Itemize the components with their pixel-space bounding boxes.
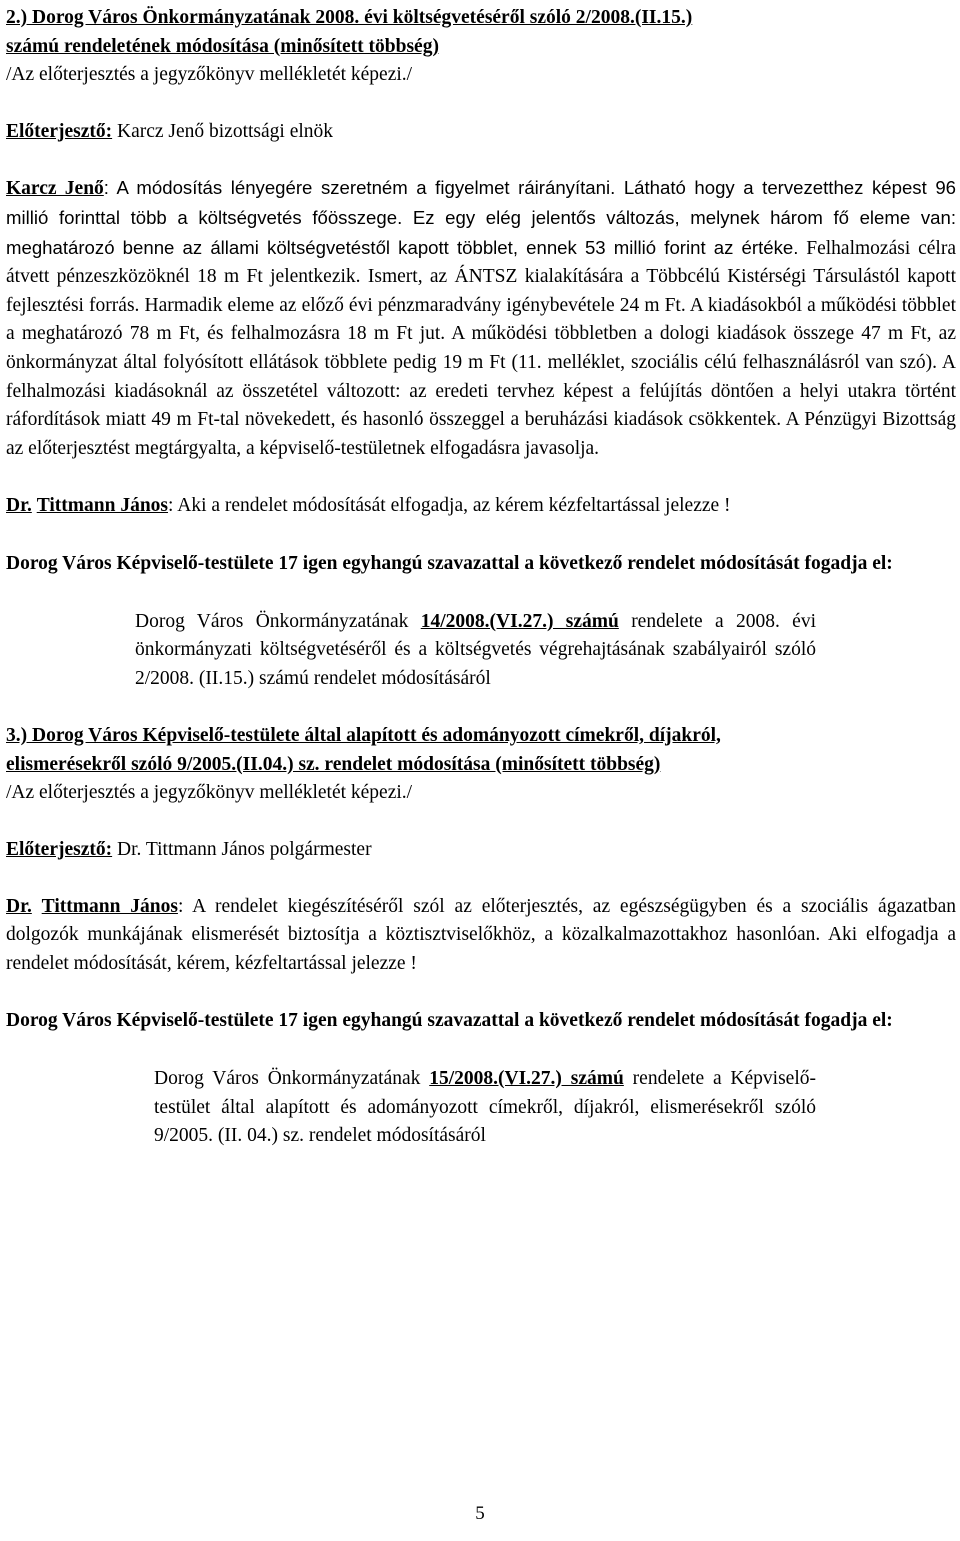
item3-heading-line1: 3.) Dorog Város Képviselő-testülete által alapított és adományozott címekről, díjakról,	[6, 725, 721, 747]
item2-presenter	[6, 118, 956, 147]
item3-speaker-name: Tittmann János	[41, 895, 178, 917]
item2-heading-line2: számú rendeletének módosítása (minősített többség)	[6, 35, 439, 57]
item2-speaker2-name: Tittmann János	[36, 495, 169, 517]
item2-speaker1-paragraph	[6, 174, 956, 463]
item3-presenter	[6, 836, 956, 865]
item2-decree	[135, 608, 816, 694]
document-page	[6, 4, 956, 1151]
item2-speaker1-text-b: Felhalmozási célra átvett pénzeszközöknél 18 m Ft jelentkezik. Ismert, az ÁNTSZ kialakítására a Többcélú Kistérségi Társulástól kapott fejlesztési forrás. Harmadik eleme az előző évi pénzmaradvány igénybevétele 24 m Ft. A kiadásokból a működési többlet a meghatározó 78 m Ft, és felhalmozásra 18 m Ft jut. A működési többletben a dologi kiadások összege 47 m Ft, az önkormányzat által folyósított ellátások többlete pedig 19 m Ft (11. melléklet, szociális célú felhasználásról van szó). A felhalmozási kiadásoknál az összetétel változott: az eredeti tervhez képest a felújítás döntően a helyi utakra történt ráfordítások miatt 49 m Ft-tal növekedett, és hasonló összeggel a beruházási kiadások csökkentek. A Pénzügyi Bizottság az előterjesztést megtárgyalta, a képviselő-testületnek elfogadásra javasolja.	[6, 237, 956, 459]
item2-heading-line1: 2.) Dorog Város Önkormányzatának 2008. évi költségvetéséről szóló 2/2008.(II.15.)	[6, 7, 693, 28]
item3-vote: Dorog Város Képviselő-testülete 17 igen egyhangú szavazattal a következő rendelet módosítását fogadja el:	[6, 1010, 893, 1032]
item3-decree-text	[154, 1065, 816, 1151]
item2-speaker1-name: Karcz Jenő	[6, 178, 104, 200]
item3-note: /Az előterjesztés a jegyzőkönyv mellékletét képezi./	[6, 782, 413, 804]
item2-speaker2-text: : Aki a rendelet módosítását elfogadja, az kérem kézfeltartással jelezze !	[168, 495, 731, 517]
item3-speaker-text: : A rendelet kiegészítéséről szól az előterjesztés, az egészségügyben és a szociális ágazatban dolgozók munkájának elismerését biztosítja a köztisztviselőkhöz, a közalkalmazottakhoz hasonlóan. Aki elfogadja a rendelet módosítását, kérem, kézfeltartással jelezze !	[6, 895, 956, 974]
item3-decree	[154, 1065, 816, 1151]
item2-heading	[6, 4, 956, 61]
item3-decree-number: 15/2008.(VI.27.) számú	[429, 1068, 624, 1090]
item2-decree-prefix: Dorog Város Önkormányzatának	[135, 610, 421, 632]
item3-presenter-label: Előterjesztő:	[6, 839, 113, 861]
item2-presenter-label: Előterjesztő:	[6, 120, 113, 142]
item2-speaker2-prefix: Dr.	[6, 495, 32, 517]
page-number: 5	[475, 1503, 485, 1524]
item2-vote: Dorog Város Képviselő-testülete 17 igen egyhangú szavazattal a következő rendelet módosítását fogadja el:	[6, 552, 893, 574]
item2-presenter-name: Karcz Jenő bizottsági elnök	[112, 120, 334, 142]
item3-decree-rest: rendelete a Képviselő-testület által alapított és adományozott címekről, díjakról, elismerésekről szóló 9/2005. (II. 04.) sz. rendelet módosításáról	[154, 1068, 816, 1147]
item2-speaker2-paragraph	[6, 492, 956, 521]
item3-heading	[6, 722, 956, 779]
item2-note: /Az előterjesztés a jegyzőkönyv mellékletét képezi./	[6, 64, 413, 86]
item3-decree-prefix: Dorog Város Önkormányzatának	[154, 1068, 430, 1090]
item2-decree-rest: rendelete a 2008. évi önkormányzati költségvetéséről és a költségvetés végrehajtásának szabályairól szóló 2/2008. (II.15.) számú rendelet módosításáról	[135, 610, 816, 689]
item3-heading-line2: elismerésekről szóló 9/2005.(II.04.) sz. rendelet módosítása (minősített többség)	[6, 753, 661, 775]
item2-decree-number: 14/2008.(VI.27.) számú	[420, 610, 619, 632]
item3-presenter-name: Dr. Tittmann János polgármester	[112, 839, 372, 861]
item2-decree-text	[135, 608, 816, 694]
item3-speaker-paragraph	[6, 893, 956, 979]
item2-speaker1-text: : A módosítás lényegére szeretném a figyelmet ráirányítani. Látható hogy a tervezetthez képest 96 millió forinttal több a költségvetés főösszege. Ez egy elég jelentős változás, melynek három fő eleme van: meghatározó benne az állami költségvetéstől kapott többlet, ennek 53 millió forint az értéke.	[6, 177, 956, 258]
item3-speaker-prefix: Dr.	[6, 895, 32, 917]
